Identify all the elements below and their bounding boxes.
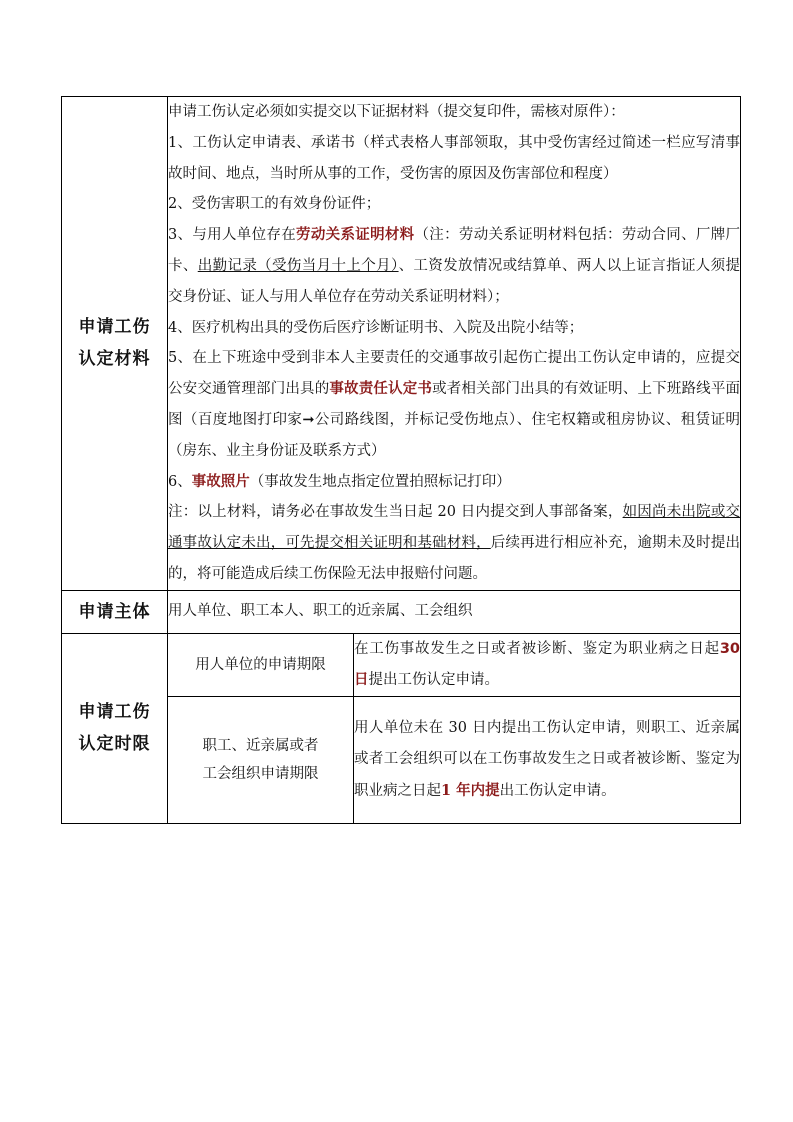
row2-text-b: 出工伤认定申请。 xyxy=(499,782,616,799)
materials-item-5 xyxy=(168,343,740,466)
note-text-b: 后续再进行相应补充，逾期未及时提出的，将可能造成后续工伤保险无法申报赔付问题。 xyxy=(168,535,741,582)
work-injury-table xyxy=(61,96,741,824)
item3-text-c: 、工资发放情况或结算单、两人以上证言指证人须提交身份证、证人与用人单位存在劳动关系证明材料）； xyxy=(168,257,741,305)
deadline-row-employer xyxy=(62,633,741,696)
item3-text-a: 3、与用人单位存在 xyxy=(168,227,297,244)
item6-text-b: （事故发生地点指定位置拍照标记打印） xyxy=(249,473,511,490)
item5-text-b: 或者相关部门出具的有效证明、上下班路线平面图（百度地图打印家➞公司路线图，并标记受伤地点）、住宅权籍或租房协议、租赁证明（房东、业主身份证及联系方式） xyxy=(168,381,741,459)
item5-text-a: 5、在上下班途中受到非本人主要责任的交通事故引起伤亡提出工伤认定申请的，应提交公安交通管理部门出具的 xyxy=(168,350,741,398)
row1-highlight: 30 日 xyxy=(354,640,741,688)
deadline-header xyxy=(62,633,168,823)
subject-header: 申请主体 xyxy=(62,590,168,633)
materials-item-6 xyxy=(168,467,740,498)
item3-underline: 出勤记录（受伤当月十上个月） xyxy=(197,257,399,274)
item5-highlight: 事故责任认定书 xyxy=(329,380,433,398)
materials-item-2: 2、受伤害职工的有效身份证件； xyxy=(168,196,381,213)
subject-content: 用人单位、职工本人、职工的近亲属、工会组织 xyxy=(168,590,741,633)
materials-item-1: 1、工伤认定申请表、承诺书（样式表格人事部领取，其中受伤害经过简述一栏应写清事故时间、地点，当时所从事的工作，受伤害的原因及伤害部位和程度） xyxy=(168,134,741,182)
row2-highlight: 1 年内提 xyxy=(441,781,500,799)
row1-text-b: 提出工伤认定申请。 xyxy=(368,671,499,688)
item3-highlight: 劳动关系证明材料 xyxy=(296,226,415,244)
materials-item-3 xyxy=(168,220,740,312)
item6-text-a: 6、 xyxy=(168,473,192,490)
worker-deadline-label: 职工、近亲属或者工会组织申请期限 xyxy=(168,696,354,823)
materials-intro: 申请工伤认定必须如实提交以下证据材料（提交复印件，需核对原件）： xyxy=(168,104,625,120)
materials-content xyxy=(168,97,741,591)
employer-deadline-label: 用人单位的申请期限 xyxy=(168,633,354,696)
item6-highlight: 事故照片 xyxy=(191,472,250,490)
materials-row xyxy=(62,97,741,591)
materials-note xyxy=(168,497,740,589)
note-underline: 如因尚未出院或交通事故认定未出，可先提交相关证明和基础材料， xyxy=(168,504,741,552)
employer-deadline-text xyxy=(354,633,741,696)
row1-text-a: 在工伤事故发生之日或者被诊断、鉴定为职业病之日起 xyxy=(354,640,720,657)
subject-row xyxy=(62,590,741,633)
item3-text-b: （注：劳动关系证明材料包括：劳动合同、厂牌厂卡、 xyxy=(168,227,741,274)
worker-deadline-text xyxy=(354,696,741,823)
materials-item-4: 4、医疗机构出具的受伤后医疗诊断证明书、入院及出院小结等； xyxy=(168,319,584,336)
note-text-a: 注：以上材料，请务必在事故发生当日起 20 日内提交到人事部备案， xyxy=(168,504,623,521)
row2-text-a: 用人单位未在 30 日内提出工伤认定申请，则职工、近亲属或者工会组织可以在工伤事故发生之日或者被诊断、鉴定为职业病之日起 xyxy=(354,719,741,799)
materials-header-text: 申请工伤认定材料 xyxy=(78,317,151,370)
materials-header xyxy=(62,97,168,591)
deadline-header-text: 申请工伤认定时限 xyxy=(78,702,151,755)
